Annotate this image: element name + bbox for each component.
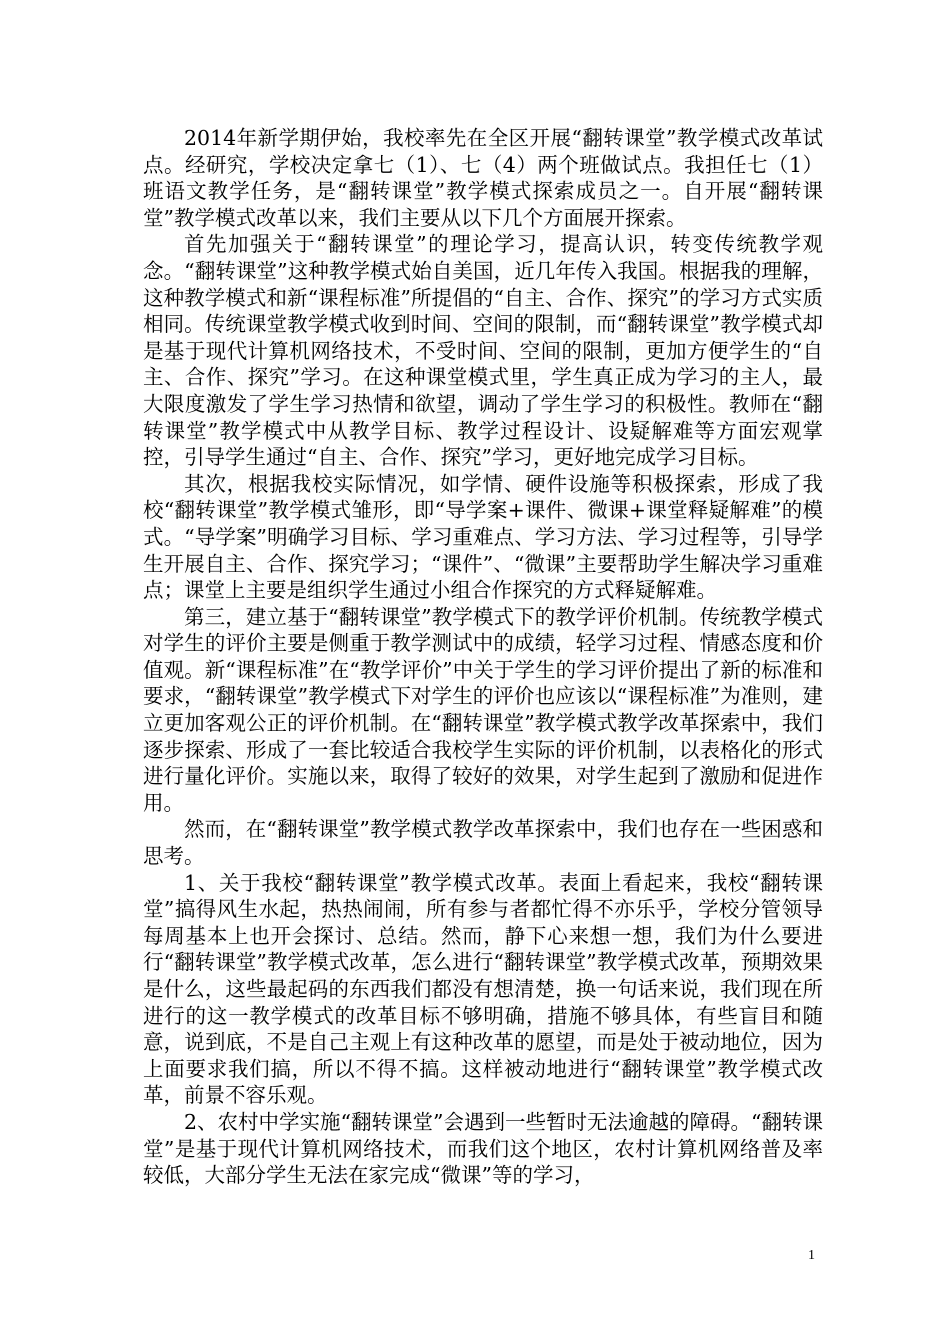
paragraph-evaluation: 第三，建立基于“翻转课堂”教学模式下的教学评价机制。传统教学模式对学生的评价主要是侧重于教学测试中的成绩，轻学习过程、情感态度和价值观。新“课程标准”在“教学评价”中关于学生的学习评价提出了新的标准和要求，“翻转课堂”教学模式下对学生的评价也应该以“课程标准”为准则，建立更加客观公正的评价机制。在“翻转课堂”教学模式教学改革探索中，我们逐步探索、形成了一套比较适合我校学生实际的评价机制，以表格化的形式进行量化评价。实施以来，取得了较好的效果，对学生起到了激励和促进作用。	[143, 604, 823, 815]
paragraph-intro: 2014年新学期伊始，我校率先在全区开展“翻转课堂”教学模式改革试点。经研究，学校决定拿七（1）、七（4）两个班做试点。我担任七（1）班语文教学任务，是“翻转课堂”教学模式探索成员之一。自开展“翻转课堂”教学模式改革以来，我们主要从以下几个方面展开探索。	[143, 126, 823, 230]
document-body	[143, 125, 823, 1189]
paragraph-model: 其次，根据我校实际情况，如学情、硬件设施等积极探索，形成了我校“翻转课堂”教学模式雏形，即“导学案+课件、微课+课堂释疑解难”的模式。“导学案”明确学习目标、学习重难点、学习方法、学习过程等，引导学生开展自主、合作、探究学习；“课件”、“微课”主要帮助学生解决学习重难点；课堂上主要是组织学生通过小组合作探究的方式释疑解难。	[143, 471, 823, 603]
paragraph-theory: 首先加强关于“翻转课堂”的理论学习，提高认识，转变传统教学观念。“翻转课堂”这种教学模式始自美国，近几年传入我国。根据我的理解，这种教学模式和新“课程标准”所提倡的“自主、合作、探究”的学习方式实质相同。传统课堂教学模式收到时间、空间的限制，而“翻转课堂”教学模式却是基于现代计算机网络技术，不受时间、空间的限制，更加方便学生的“自主、合作、探究”学习。在这种课堂模式里，学生真正成为学习的主人，最大限度激发了学生学习热情和欲望，调动了学生学习的积极性。教师在“翻转课堂”教学模式中从教学目标、教学过程设计、设疑解难等方面宏观掌控，引导学生通过“自主、合作、探究”学习，更好地完成学习目标。	[143, 232, 823, 470]
page-number: 1	[808, 1248, 815, 1263]
paragraph-point-2: 2、农村中学实施“翻转课堂”会遇到一些暂时无法逾越的障碍。“翻转课堂”是基于现代计算机网络技术，而我们这个地区，农村计算机网络普及率较低，大部分学生无法在家完成“微课”等的学习，	[143, 1109, 823, 1188]
paragraph-reflection: 然而，在“翻转课堂”教学模式教学改革探索中，我们也存在一些困惑和思考。	[143, 817, 823, 869]
paragraph-point-1: 1、关于我校“翻转课堂”教学模式改革。表面上看起来，我校“翻转课堂”搞得风生水起，热热闹闹，所有参与者都忙得不亦乐乎，学校分管领导每周基本上也开会探讨、总结。然而，静下心来想一想，我们为什么要进行“翻转课堂”教学模式改革，怎么进行“翻转课堂”教学模式改革，预期效果是什么，这些最起码的东西我们都没有想清楚，换一句话来说，我们现在所进行的这一教学模式的改革目标不够明确，措施不够具体，有些盲目和随意，说到底，不是自己主观上有这种改革的愿望，而是处于被动地位，因为上面要求我们搞，所以不得不搞。这样被动地进行“翻转课堂”教学模式改革，前景不容乐观。	[143, 870, 823, 1108]
